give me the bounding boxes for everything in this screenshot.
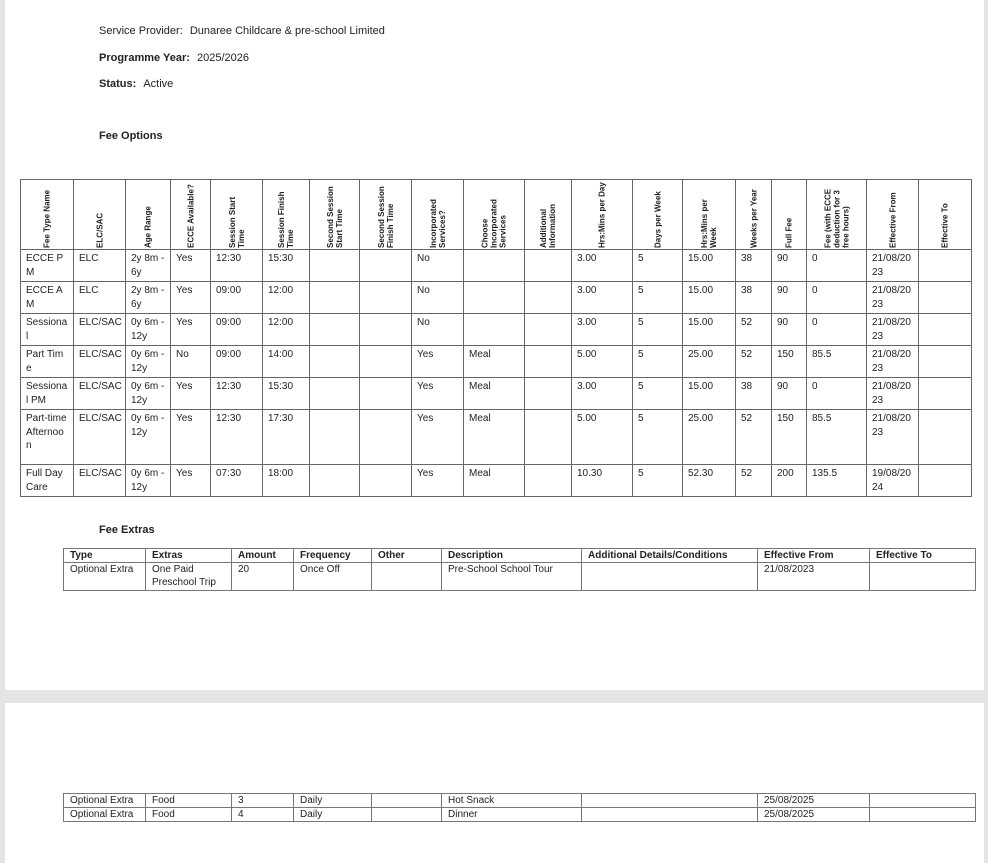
fee-option-row [21, 346, 972, 378]
extras-header-description: Description [442, 549, 582, 563]
cell-fee-type-name: Sessional [21, 314, 74, 346]
cell-additional-information [525, 378, 572, 410]
cell-days-per-week: 5 [633, 314, 683, 346]
fee-extras-body [64, 563, 976, 591]
extras-cell-amount: 3 [232, 794, 294, 808]
column-header-ecce-available [171, 180, 211, 250]
cell-session-start-time: 12:30 [211, 378, 263, 410]
column-header-label: Weeks per Year [749, 188, 758, 248]
column-header-label: Fee Type Name [42, 189, 52, 248]
cell-elc-sac: ELC/SAC [74, 346, 126, 378]
cell-incorporated-services: No [412, 314, 464, 346]
extras-header-amount: Amount [232, 549, 294, 563]
cell-fee-type-name: Sessional PM [21, 378, 74, 410]
cell-hrs-mins-per-day: 3.00 [572, 250, 633, 282]
cell-effective-from: 19/08/2024 [867, 465, 919, 497]
cell-full-fee: 150 [772, 410, 807, 465]
cell-age-range: 0y 6m - 12y [126, 410, 171, 465]
cell-elc-sac: ELC/SAC [74, 410, 126, 465]
fee-option-row [21, 282, 972, 314]
cell-hrs-mins-per-day: 3.00 [572, 282, 633, 314]
extras-cell-amount: 4 [232, 808, 294, 822]
status-value: Active [143, 78, 174, 90]
fee-extras-title: Fee Extras [99, 524, 155, 536]
cell-ecce-available: Yes [171, 378, 211, 410]
extras-cell-other [372, 563, 442, 591]
extras-cell-type: Optional Extra [64, 563, 146, 591]
cell-second-session-start-time [310, 378, 360, 410]
cell-additional-information [525, 465, 572, 497]
column-header-session-finish-time [263, 180, 310, 250]
cell-full-fee: 90 [772, 378, 807, 410]
cell-incorporated-services: No [412, 250, 464, 282]
extras-header-type: Type [64, 549, 146, 563]
document-page-1 [5, 0, 984, 690]
cell-elc-sac: ELC/SAC [74, 314, 126, 346]
cell-age-range: 2y 8m - 6y [126, 282, 171, 314]
column-header-elc-sac [74, 180, 126, 250]
cell-session-finish-time: 14:00 [263, 346, 310, 378]
extras-cell-extras: One Paid Preschool Trip [146, 563, 232, 591]
cell-hrs-mins-per-week: 25.00 [683, 410, 736, 465]
fee-options-table [20, 179, 972, 497]
cell-second-session-finish-time [360, 378, 412, 410]
cell-choose-incorporated-services: Meal [464, 346, 525, 378]
cell-choose-incorporated-services [464, 314, 525, 346]
cell-fee-type-name: ECCE AM [21, 282, 74, 314]
service-provider-value: Dunaree Childcare & pre-school Limited [189, 25, 385, 37]
extras-header-other: Other [372, 549, 442, 563]
cell-incorporated-services: Yes [412, 378, 464, 410]
cell-second-session-finish-time [360, 346, 412, 378]
fee-options-body [21, 250, 972, 497]
column-header-full-fee [772, 180, 807, 250]
column-header-label: Second Session Finish Time [376, 185, 395, 248]
column-header-choose-incorporated-services [464, 180, 525, 250]
programme-year-label: Programme Year: [99, 52, 190, 64]
extras-cell-effective-to [870, 563, 976, 591]
cell-days-per-week: 5 [633, 410, 683, 465]
column-header-label: Age Range [143, 205, 153, 248]
cell-session-finish-time: 12:00 [263, 282, 310, 314]
cell-full-fee: 90 [772, 282, 807, 314]
cell-second-session-finish-time [360, 282, 412, 314]
extras-header-additional-details-conditions: Additional Details/Conditions [582, 549, 758, 563]
cell-session-finish-time: 18:00 [263, 465, 310, 497]
service-provider-line [99, 25, 385, 37]
cell-session-start-time: 12:30 [211, 250, 263, 282]
cell-elc-sac: ELC [74, 282, 126, 314]
cell-hrs-mins-per-day: 5.00 [572, 346, 633, 378]
cell-ecce-available: Yes [171, 410, 211, 465]
column-header-label: Days per Week [653, 190, 662, 248]
column-header-label: Effective To [940, 202, 950, 248]
cell-session-finish-time: 15:30 [263, 250, 310, 282]
column-header-label: Session Finish Time [277, 191, 295, 248]
cell-fee-type-name: Full Day Care [21, 465, 74, 497]
extras-cell-effective-from: 25/08/2025 [758, 808, 870, 822]
cell-incorporated-services: Yes [412, 410, 464, 465]
cell-second-session-start-time [310, 465, 360, 497]
cell-session-start-time: 09:00 [211, 282, 263, 314]
extras-cell-other [372, 794, 442, 808]
fee-extras-header-row [64, 549, 976, 563]
cell-age-range: 0y 6m - 12y [126, 314, 171, 346]
fee-option-row [21, 314, 972, 346]
cell-additional-information [525, 410, 572, 465]
extras-cell-effective-to [870, 794, 976, 808]
cell-fee-type-name: Part-time Afternoon [21, 410, 74, 465]
cell-ecce-available: Yes [171, 314, 211, 346]
cell-hrs-mins-per-day: 3.00 [572, 314, 633, 346]
cell-session-start-time: 09:00 [211, 314, 263, 346]
cell-second-session-start-time [310, 250, 360, 282]
extras-cell-effective-from: 25/08/2025 [758, 794, 870, 808]
document-page-2 [5, 703, 984, 863]
column-header-label: Effective From [888, 191, 897, 248]
cell-full-fee: 150 [772, 346, 807, 378]
extras-cell-type: Optional Extra [64, 794, 146, 808]
fee-extra-row [64, 794, 976, 808]
cell-choose-incorporated-services: Meal [464, 410, 525, 465]
cell-additional-information [525, 282, 572, 314]
cell-hrs-mins-per-week: 52.30 [683, 465, 736, 497]
cell-elc-sac: ELC/SAC [74, 378, 126, 410]
column-header-hrs-mins-per-week [683, 180, 736, 250]
cell-fee-with-ecce-deduction-for-3-free-hours: 0 [807, 250, 867, 282]
cell-effective-from: 21/08/2023 [867, 346, 919, 378]
cell-second-session-finish-time [360, 410, 412, 465]
cell-ecce-available: Yes [171, 282, 211, 314]
programme-year-value: 2025/2026 [196, 52, 249, 64]
cell-fee-with-ecce-deduction-for-3-free-hours: 135.5 [807, 465, 867, 497]
fee-options-header-row [21, 180, 972, 250]
cell-hrs-mins-per-day: 5.00 [572, 410, 633, 465]
cell-weeks-per-year: 52 [736, 465, 772, 497]
column-header-age-range [126, 180, 171, 250]
cell-choose-incorporated-services: Meal [464, 378, 525, 410]
extras-cell-description: Dinner [442, 808, 582, 822]
cell-second-session-finish-time [360, 250, 412, 282]
fee-options-title: Fee Options [99, 130, 163, 142]
status-line [99, 78, 173, 90]
cell-hrs-mins-per-week: 15.00 [683, 378, 736, 410]
cell-age-range: 2y 8m - 6y [126, 250, 171, 282]
cell-fee-type-name: ECCE PM [21, 250, 74, 282]
cell-hrs-mins-per-day: 3.00 [572, 378, 633, 410]
cell-additional-information [525, 314, 572, 346]
cell-second-session-start-time [310, 314, 360, 346]
cell-days-per-week: 5 [633, 250, 683, 282]
extras-cell-effective-to [870, 808, 976, 822]
cell-session-start-time: 07:30 [211, 465, 263, 497]
cell-incorporated-services: No [412, 282, 464, 314]
fee-option-row [21, 410, 972, 465]
cell-effective-to [919, 250, 972, 282]
cell-choose-incorporated-services [464, 282, 525, 314]
cell-hrs-mins-per-week: 15.00 [683, 282, 736, 314]
extras-header-frequency: Frequency [294, 549, 372, 563]
cell-elc-sac: ELC/SAC [74, 465, 126, 497]
cell-hrs-mins-per-week: 15.00 [683, 314, 736, 346]
cell-second-session-finish-time [360, 314, 412, 346]
extras-cell-extras: Food [146, 808, 232, 822]
column-header-label: ELC/SAC [95, 212, 104, 248]
column-header-weeks-per-year [736, 180, 772, 250]
cell-session-finish-time: 15:30 [263, 378, 310, 410]
cell-fee-with-ecce-deduction-for-3-free-hours: 85.5 [807, 410, 867, 465]
cell-effective-to [919, 465, 972, 497]
extras-cell-extras: Food [146, 794, 232, 808]
column-header-label: Hrs:Mins per Day [597, 181, 607, 248]
cell-ecce-available: Yes [171, 465, 211, 497]
cell-choose-incorporated-services [464, 250, 525, 282]
cell-full-fee: 200 [772, 465, 807, 497]
cell-full-fee: 90 [772, 250, 807, 282]
service-provider-label: Service Provider: [99, 25, 183, 37]
column-header-second-session-start-time [310, 180, 360, 250]
extras-cell-additional-details-conditions [582, 794, 758, 808]
extras-cell-additional-details-conditions [582, 563, 758, 591]
fee-option-row [21, 250, 972, 282]
column-header-label: Additional Information [539, 203, 557, 248]
cell-effective-from: 21/08/2023 [867, 314, 919, 346]
fee-extra-row [64, 563, 976, 591]
cell-incorporated-services: Yes [412, 465, 464, 497]
cell-weeks-per-year: 52 [736, 346, 772, 378]
cell-effective-from: 21/08/2023 [867, 250, 919, 282]
cell-effective-from: 21/08/2023 [867, 378, 919, 410]
cell-days-per-week: 5 [633, 282, 683, 314]
cell-age-range: 0y 6m - 12y [126, 465, 171, 497]
cell-effective-to [919, 378, 972, 410]
status-label: Status: [99, 78, 137, 90]
cell-second-session-finish-time [360, 465, 412, 497]
cell-weeks-per-year: 38 [736, 250, 772, 282]
cell-days-per-week: 5 [633, 346, 683, 378]
extras-cell-description: Hot Snack [442, 794, 582, 808]
fee-extras-table [63, 548, 976, 591]
cell-weeks-per-year: 38 [736, 378, 772, 410]
cell-second-session-start-time [310, 410, 360, 465]
cell-days-per-week: 5 [633, 465, 683, 497]
cell-effective-from: 21/08/2023 [867, 282, 919, 314]
cell-second-session-start-time [310, 346, 360, 378]
extras-cell-frequency: Once Off [294, 563, 372, 591]
fee-option-row [21, 378, 972, 410]
column-header-effective-from [867, 180, 919, 250]
extras-cell-frequency: Daily [294, 808, 372, 822]
cell-age-range: 0y 6m - 12y [126, 378, 171, 410]
cell-full-fee: 90 [772, 314, 807, 346]
cell-fee-with-ecce-deduction-for-3-free-hours: 0 [807, 378, 867, 410]
cell-hrs-mins-per-week: 15.00 [683, 250, 736, 282]
cell-weeks-per-year: 38 [736, 282, 772, 314]
column-header-additional-information [525, 180, 572, 250]
cell-effective-to [919, 282, 972, 314]
cell-second-session-start-time [310, 282, 360, 314]
fee-extra-row [64, 808, 976, 822]
cell-fee-type-name: Part Time [21, 346, 74, 378]
column-header-label: Fee (with ECCE deduction for 3 free hours) [823, 188, 850, 248]
column-header-label: Session Start Time [227, 196, 246, 248]
cell-days-per-week: 5 [633, 378, 683, 410]
cell-elc-sac: ELC [74, 250, 126, 282]
column-header-fee-with-ecce-deduction-for-3-free-hours [807, 180, 867, 250]
extras-header-effective-from: Effective From [758, 549, 870, 563]
column-header-label: Incorporated Services? [428, 198, 447, 248]
cell-effective-to [919, 346, 972, 378]
cell-effective-from: 21/08/2023 [867, 410, 919, 465]
cell-incorporated-services: Yes [412, 346, 464, 378]
cell-hrs-mins-per-day: 10.30 [572, 465, 633, 497]
column-header-second-session-finish-time [360, 180, 412, 250]
cell-fee-with-ecce-deduction-for-3-free-hours: 0 [807, 314, 867, 346]
cell-age-range: 0y 6m - 12y [126, 346, 171, 378]
extras-cell-type: Optional Extra [64, 808, 146, 822]
fee-extras-continued-table [63, 793, 976, 822]
cell-session-start-time: 12:30 [211, 410, 263, 465]
column-header-label: Hrs:Mins per Week [700, 198, 718, 248]
column-header-fee-type-name [21, 180, 74, 250]
cell-session-start-time: 09:00 [211, 346, 263, 378]
column-header-days-per-week [633, 180, 683, 250]
column-header-label: Second Session Start Time [325, 185, 344, 248]
fee-option-row [21, 465, 972, 497]
cell-weeks-per-year: 52 [736, 410, 772, 465]
cell-effective-to [919, 314, 972, 346]
cell-fee-with-ecce-deduction-for-3-free-hours: 85.5 [807, 346, 867, 378]
column-header-label: Choose Incorporated Services [480, 198, 508, 248]
cell-session-finish-time: 12:00 [263, 314, 310, 346]
cell-hrs-mins-per-week: 25.00 [683, 346, 736, 378]
extras-cell-amount: 20 [232, 563, 294, 591]
cell-session-finish-time: 17:30 [263, 410, 310, 465]
extras-cell-additional-details-conditions [582, 808, 758, 822]
extras-header-effective-to: Effective To [870, 549, 976, 563]
column-header-label: Full Fee [784, 217, 794, 248]
cell-additional-information [525, 250, 572, 282]
cell-ecce-available: Yes [171, 250, 211, 282]
cell-ecce-available: No [171, 346, 211, 378]
cell-weeks-per-year: 52 [736, 314, 772, 346]
extras-cell-other [372, 808, 442, 822]
extras-cell-description: Pre-School School Tour [442, 563, 582, 591]
column-header-label: ECCE Available? [186, 183, 195, 248]
cell-effective-to [919, 410, 972, 465]
extras-cell-effective-from: 21/08/2023 [758, 563, 870, 591]
cell-additional-information [525, 346, 572, 378]
cell-choose-incorporated-services: Meal [464, 465, 525, 497]
extras-header-extras: Extras [146, 549, 232, 563]
programme-year-line [99, 52, 249, 64]
fee-extras-continued-body [64, 794, 976, 822]
extras-cell-frequency: Daily [294, 794, 372, 808]
column-header-effective-to [919, 180, 972, 250]
cell-fee-with-ecce-deduction-for-3-free-hours: 0 [807, 282, 867, 314]
column-header-session-start-time [211, 180, 263, 250]
column-header-incorporated-services [412, 180, 464, 250]
column-header-hrs-mins-per-day [572, 180, 633, 250]
